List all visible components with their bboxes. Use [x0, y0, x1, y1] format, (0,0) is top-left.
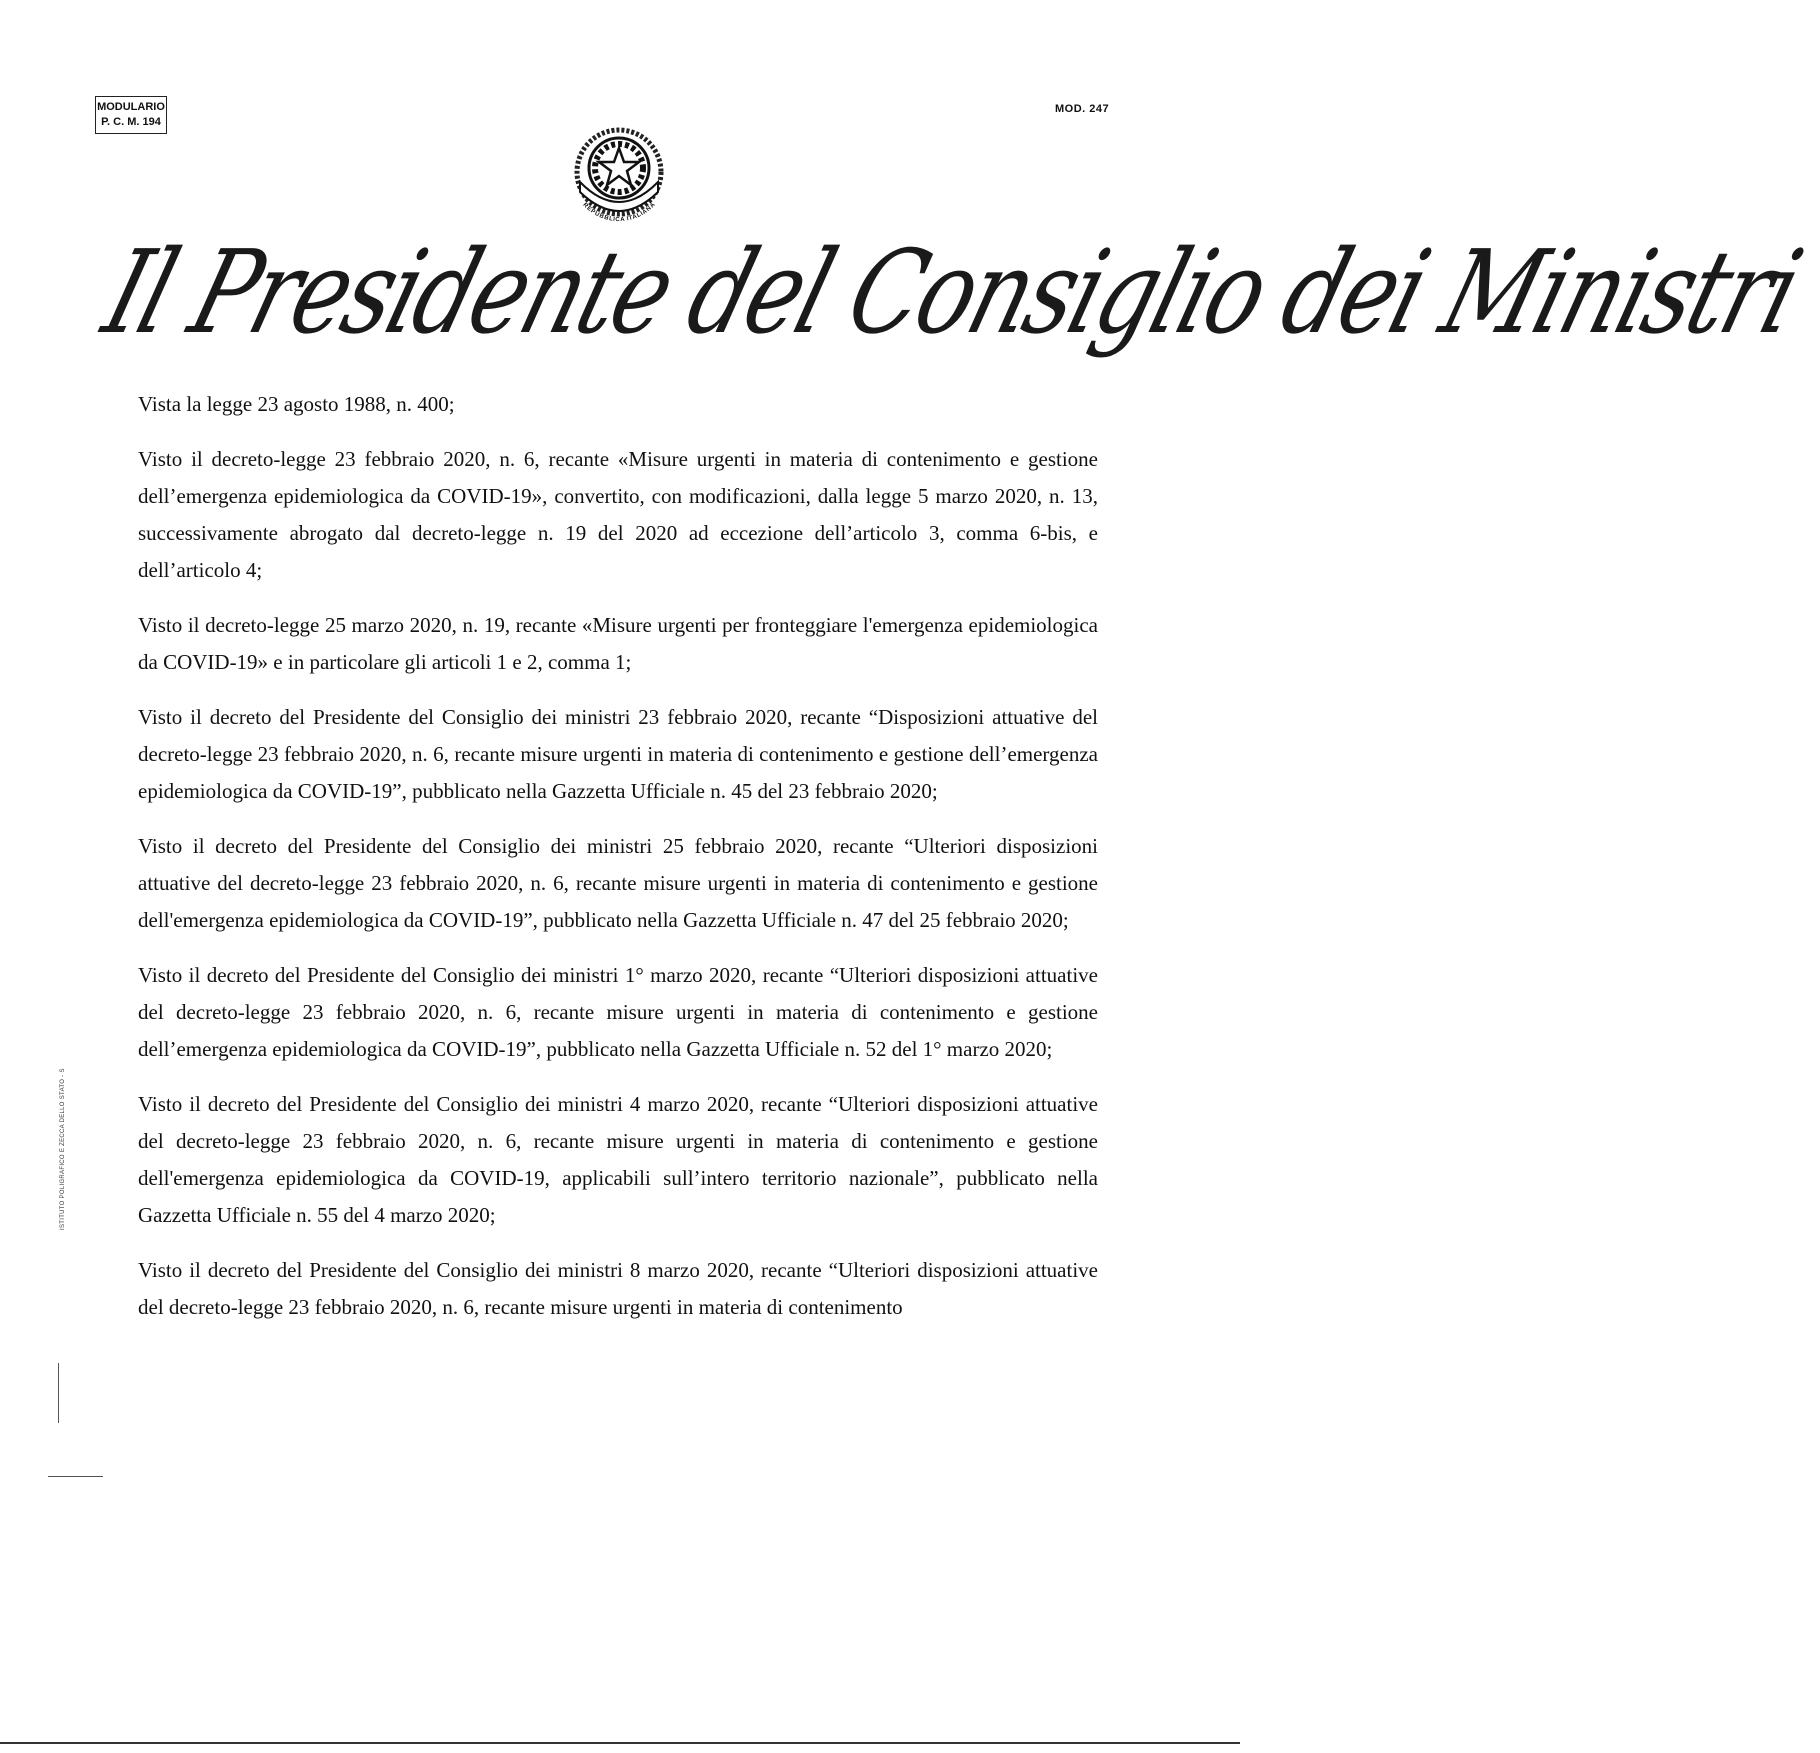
emblem-text: REPUBBLICA ITALIANA — [581, 202, 657, 224]
bottom-rule — [0, 1742, 1240, 1744]
form-box-line-2: P. C. M. 194 — [101, 116, 161, 128]
margin-rule-horizontal — [48, 1476, 103, 1477]
paragraph: Vista la legge 23 agosto 1988, n. 400; — [138, 392, 455, 416]
paragraph: Visto il decreto del Presidente del Consiglio dei ministri 4 marzo 2020, recante “Ulteriori disposizioni attuative del decreto-legge 23 febbraio 2020, n. 6, recante misure urgenti in materia di contenimento e gestione dell'emergenza epidemiologica da COVID-19, applicabili sull’intero territorio nazionale”, pubblicato nella Gazzetta Ufficiale n. 55 del 4 marzo 2020; — [138, 1092, 1098, 1227]
paragraph: Visto il decreto-legge 23 febbraio 2020, n. 6, recante «Misure urgenti in materia di contenimento e gestione dell’emergenza epidemiologica da COVID-19», convertito, con modificazioni, dalla legge 5 marzo 2020, n. 13, successivamente abrogato dal decreto-legge n. 19 del 2020 ad eccezione dell’articolo 3, comma 6-bis, e dell’articolo 4; — [138, 447, 1098, 582]
paragraph: Visto il decreto del Presidente del Consiglio dei ministri 1° marzo 2020, recante “Ulteriori disposizioni attuative del decreto-legge 23 febbraio 2020, n. 6, recante misure urgenti in materia di contenimento e gestione dell’emergenza epidemiologica da COVID-19”, pubblicato nella Gazzetta Ufficiale n. 52 del 1° marzo 2020; — [138, 963, 1098, 1061]
form-number-box — [95, 96, 167, 134]
paragraph: Visto il decreto del Presidente del Consiglio dei ministri 23 febbraio 2020, recante “Disposizioni attuative del decreto-legge 23 febbraio 2020, n. 6, recante misure urgenti in materia di contenimento e gestione dell’emergenza epidemiologica da COVID-19”, pubblicato nella Gazzetta Ufficiale n. 45 del 23 febbraio 2020; — [138, 705, 1098, 803]
form-code: MOD. 247 — [1055, 103, 1110, 115]
paragraph: Visto il decreto-legge 25 marzo 2020, n. 19, recante «Misure urgenti per fronteggiare l'emergenza epidemiologica da COVID-19» e in particolare gli articoli 1 e 2, comma 1; — [138, 613, 1098, 674]
decree-body — [138, 386, 1098, 1344]
form-box-line-1: MODULARIO — [97, 101, 165, 113]
paragraph: Visto il decreto del Presidente del Consiglio dei ministri 25 febbraio 2020, recante “Ulteriori disposizioni attuative del decreto-legge 23 febbraio 2020, n. 6, recante misure urgenti in materia di contenimento e gestione dell'emergenza epidemiologica da COVID-19”, pubblicato nella Gazzetta Ufficiale n. 47 del 25 febbraio 2020; — [138, 834, 1098, 932]
paragraph: Visto il decreto del Presidente del Consiglio dei ministri 8 marzo 2020, recante “Ulteriori disposizioni attuative del decreto-legge 23 febbraio 2020, n. 6, recante misure urgenti in materia di contenimento — [138, 1258, 1098, 1319]
page-title: Il Presidente del Consiglio dei Ministri — [91, 225, 1813, 360]
printer-note: ISTITUTO POLIGRAFICO E ZECCA DELLO STATO - S — [60, 1068, 66, 1230]
margin-rule-vertical — [58, 1363, 59, 1423]
